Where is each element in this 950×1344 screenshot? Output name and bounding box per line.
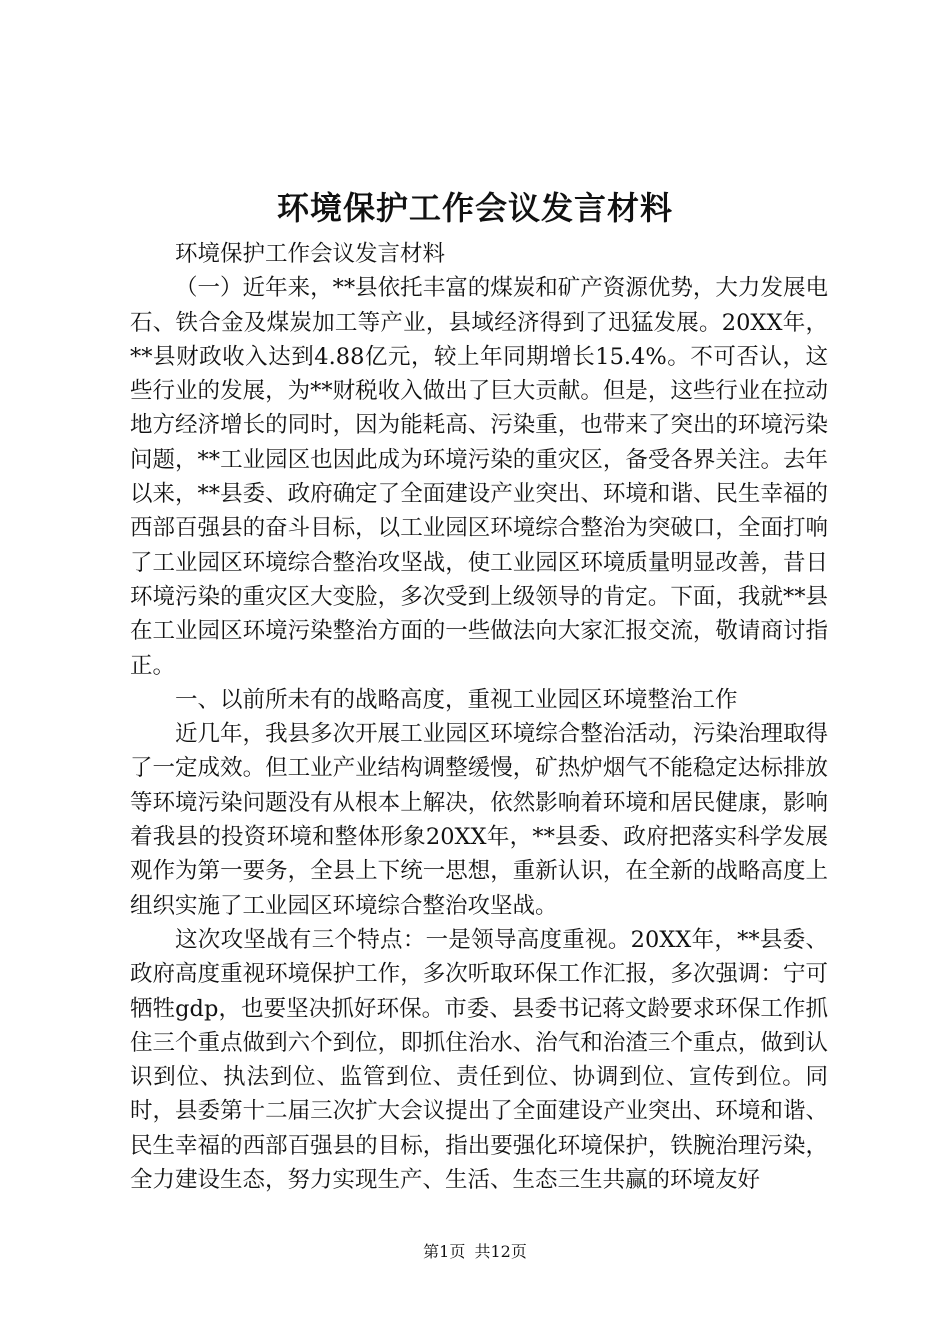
paragraph-features: 这次攻坚战有三个特点：一是领导高度重视。20XX年，**县委、政府高度重视环境保护工作，多次听取环保工作汇报，多次强调：宁可牺牲gdp，也要坚决抓好环保。市委、县委书记蒋文龄要求环保工作抓住三个重点做到六个到位，即抓住治水、治气和治渣三个重点，做到认识到位、执法到位、监管到位、责任到位、协调到位、宣传到位。同时，县委第十二届三次扩大会议提出了全面建设产业突出、环境和谐、民生幸福的西部百强县的目标，指出要强化环境保护，铁腕治理污染，全力建设生态，努力实现生产、生活、生态三生共赢的环境友好 <box>130 926 828 1194</box>
page-footer <box>0 1240 950 1264</box>
paragraph-intro: （一）近年来，**县依托丰富的煤炭和矿产资源优势，大力发展电石、铁合金及煤炭加工等产业，县域经济得到了迅猛发展。20XX年，**县财政收入达到4.88亿元，较上年同期增长15.4%。不可否认，这些行业的发展，为**财税收入做出了巨大贡献。但是，这些行业在拉动地方经济增长的同时，因为能耗高、污染重，也带来了突出的环境污染问题，**工业园区也因此成为环境污染的重灾区，备受各界关注。去年以来，**县委、政府确定了全面建设产业突出、环境和谐、民生幸福的西部百强县的奋斗目标，以工业园区环境综合整治为突破口，全面打响了工业园区环境综合整治攻坚战，使工业园区环境质量明显改善，昔日环境污染的重灾区大变脸，多次受到上级领导的肯定。下面，我就**县在工业园区环境污染整治方面的一些做法向大家汇报交流，敬请商讨指正。 <box>130 275 828 679</box>
document-title: 环境保护工作会议发言材料 <box>276 189 673 227</box>
page-total: 共12页 <box>474 1242 527 1261</box>
document-body <box>130 237 828 1197</box>
paragraph-subtitle: 环境保护工作会议发言材料 <box>175 241 446 267</box>
paragraph-section-1: 近几年，我县多次开展工业园区环境综合整治活动，污染治理取得了一定成效。但工业产业结构调整缓慢，矿热炉烟气不能稳定达标排放等环境污染问题没有从根本上解决，依然影响着环境和居民健康，影响着我县的投资环境和整体形象20XX年，**县委、政府把落实科学发展观作为第一要务，全县上下统一思想，重新认识，在全新的战略高度上组织实施了工业园区环境综合整治攻坚战。 <box>130 721 828 919</box>
page-number: 第1页 <box>423 1242 466 1261</box>
section-heading-1: 一、以前所未有的战略高度，重视工业园区环境整治工作 <box>175 686 738 713</box>
